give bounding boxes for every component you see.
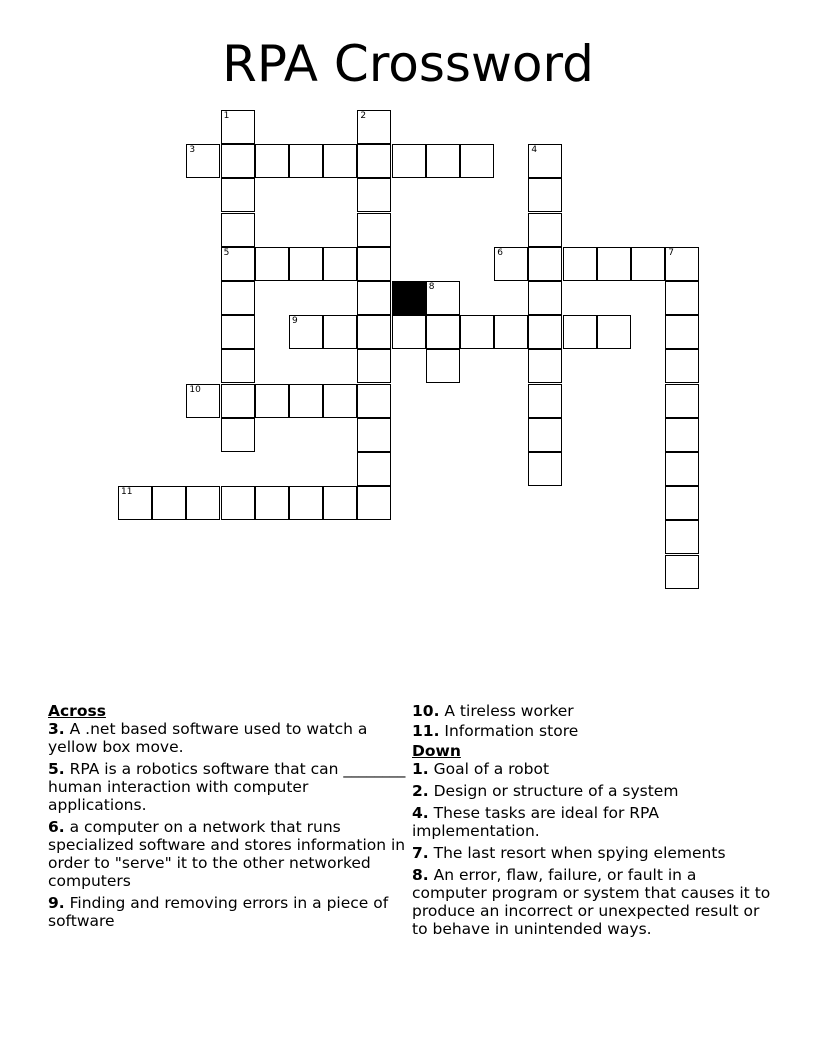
crossword-cell[interactable] [563, 315, 597, 349]
clue-number-label: 1 [223, 111, 230, 121]
crossword-cell[interactable] [221, 384, 255, 418]
crossword-cell[interactable] [665, 452, 699, 486]
clue-number-label: 10 [189, 384, 201, 395]
crossword-cell[interactable] [357, 486, 391, 520]
clue-across-11 [412, 722, 772, 740]
clue-number-label: 3 [189, 145, 196, 156]
clue-across-5 [48, 760, 408, 814]
crossword-cell[interactable] [289, 315, 323, 349]
clue-across-6 [48, 818, 408, 890]
clue-number: 8. [412, 866, 429, 884]
clue-number-label: 11 [121, 487, 133, 498]
crossword-cell[interactable] [597, 315, 631, 349]
clue-number-label: 9 [292, 316, 298, 327]
crossword-cell[interactable] [221, 110, 255, 144]
clue-text: Information store [444, 722, 579, 740]
crossword-cell[interactable] [665, 349, 699, 383]
crossword-cell[interactable] [255, 384, 289, 418]
clue-text: Finding and removing errors in a piece of software [48, 894, 389, 930]
crossword-cell[interactable] [289, 486, 323, 520]
crossword-cell[interactable] [528, 144, 562, 178]
clue-number: 3. [48, 720, 65, 738]
crossword-cell[interactable] [221, 213, 255, 247]
crossword-cell[interactable] [665, 384, 699, 418]
crossword-cell[interactable] [221, 178, 255, 212]
clue-text: These tasks are ideal for RPA implementation. [412, 804, 659, 840]
clue-number: 7. [412, 844, 429, 862]
crossword-cell[interactable] [563, 247, 597, 281]
crossword-cell[interactable] [665, 315, 699, 349]
crossword-cell[interactable] [528, 315, 562, 349]
clue-number-label: 2 [360, 111, 367, 121]
crossword-cell[interactable] [186, 144, 220, 178]
clue-number: 11. [412, 722, 440, 740]
crossword-cell[interactable] [528, 213, 562, 247]
clue-text: RPA is a robotics software that can ________ human interaction with computer applications. [48, 760, 406, 814]
clues-right-column [412, 702, 772, 942]
crossword-cell[interactable] [665, 555, 699, 589]
clue-number-label: 4 [531, 145, 538, 156]
clue-number-label: 8 [428, 282, 435, 292]
crossword-cell[interactable] [323, 144, 357, 178]
crossword-cell[interactable] [528, 418, 562, 452]
crossword-cell[interactable] [357, 281, 391, 315]
clue-text: The last resort when spying elements [433, 844, 726, 862]
crossword-cell[interactable] [323, 315, 357, 349]
clue-number-label: 7 [668, 247, 674, 258]
clue-text: Goal of a robot [433, 760, 550, 778]
clue-across-9 [48, 894, 408, 930]
clue-down-1 [412, 760, 772, 778]
crossword-cell[interactable] [357, 452, 391, 486]
crossword-cell[interactable] [357, 144, 391, 178]
crossword-cell[interactable] [152, 486, 186, 520]
crossword-cell[interactable] [426, 315, 460, 349]
crossword-cell[interactable] [665, 281, 699, 315]
crossword-cell[interactable] [631, 247, 665, 281]
clue-number-label: 6 [497, 247, 503, 258]
clue-number-label: 5 [223, 247, 230, 258]
crossword-cell[interactable] [357, 178, 391, 212]
crossword-cell[interactable] [460, 315, 494, 349]
crossword-cell[interactable] [118, 486, 152, 520]
clue-text: A .net based software used to watch a yellow box move. [48, 720, 368, 756]
crossword-cell[interactable] [221, 315, 255, 349]
crossword-cell[interactable] [528, 247, 562, 281]
crossword-cell[interactable] [221, 247, 255, 281]
crossword-cell[interactable] [528, 178, 562, 212]
clue-number: 4. [412, 804, 429, 822]
clue-number: 2. [412, 782, 429, 800]
crossword-cell[interactable] [323, 247, 357, 281]
crossword-cell[interactable] [289, 144, 323, 178]
crossword-cell[interactable] [221, 418, 255, 452]
crossword-cell[interactable] [357, 110, 391, 144]
clue-down-4 [412, 804, 772, 840]
crossword-cell[interactable] [323, 384, 357, 418]
crossword-cell[interactable] [357, 418, 391, 452]
crossword-cell[interactable] [528, 384, 562, 418]
crossword-cell[interactable] [392, 315, 426, 349]
clue-down-8 [412, 866, 772, 938]
crossword-cell[interactable] [357, 213, 391, 247]
crossword-cell[interactable] [221, 281, 255, 315]
crossword-cell[interactable] [528, 281, 562, 315]
crossword-cell[interactable] [255, 486, 289, 520]
crossword-black-cell [392, 281, 426, 315]
crossword-cell[interactable] [494, 247, 528, 281]
crossword-cell[interactable] [289, 384, 323, 418]
clue-number: 9. [48, 894, 65, 912]
crossword-cell[interactable] [186, 384, 220, 418]
crossword-cell[interactable] [186, 486, 220, 520]
crossword-cell[interactable] [255, 144, 289, 178]
crossword-cell[interactable] [528, 452, 562, 486]
crossword-cell[interactable] [426, 349, 460, 383]
clue-number: 1. [412, 760, 429, 778]
crossword-cell[interactable] [426, 281, 460, 315]
crossword-cell[interactable] [597, 247, 631, 281]
clue-number: 10. [412, 702, 440, 720]
crossword-cell[interactable] [460, 144, 494, 178]
crossword-cell[interactable] [392, 144, 426, 178]
clue-text: A tireless worker [444, 702, 574, 720]
crossword-cell[interactable] [665, 418, 699, 452]
clue-down-7 [412, 844, 772, 862]
clue-number: 5. [48, 760, 65, 778]
crossword-cell[interactable] [357, 349, 391, 383]
clue-down-2 [412, 782, 772, 800]
crossword-cell[interactable] [289, 247, 323, 281]
clue-text: a computer on a network that runs specialized software and stores information in order to "serve" it to the other networked computers [48, 818, 406, 890]
crossword-cell[interactable] [221, 486, 255, 520]
crossword-cell[interactable] [221, 144, 255, 178]
clues-left-column [48, 702, 408, 934]
clue-across-3 [48, 720, 408, 756]
clue-text: An error, flaw, failure, or fault in a computer program or system that causes it to produce an incorrect or unexpected result or to behave in unintended ways. [412, 866, 771, 938]
crossword-cell[interactable] [357, 247, 391, 281]
crossword-cell[interactable] [221, 349, 255, 383]
crossword-cell[interactable] [665, 520, 699, 554]
crossword-cell[interactable] [255, 247, 289, 281]
crossword-cell[interactable] [323, 486, 357, 520]
crossword-cell[interactable] [426, 144, 460, 178]
crossword-cell[interactable] [665, 247, 699, 281]
crossword-cell[interactable] [665, 486, 699, 520]
crossword-cell[interactable] [357, 315, 391, 349]
crossword-cell[interactable] [494, 315, 528, 349]
clue-number: 6. [48, 818, 65, 836]
down-heading: Down [412, 742, 461, 760]
clue-across-10 [412, 702, 772, 720]
crossword-cell[interactable] [357, 384, 391, 418]
clue-text: Design or structure of a system [433, 782, 679, 800]
across-heading: Across [48, 702, 106, 720]
page-title: RPA Crossword [222, 35, 594, 93]
crossword-cell[interactable] [528, 349, 562, 383]
